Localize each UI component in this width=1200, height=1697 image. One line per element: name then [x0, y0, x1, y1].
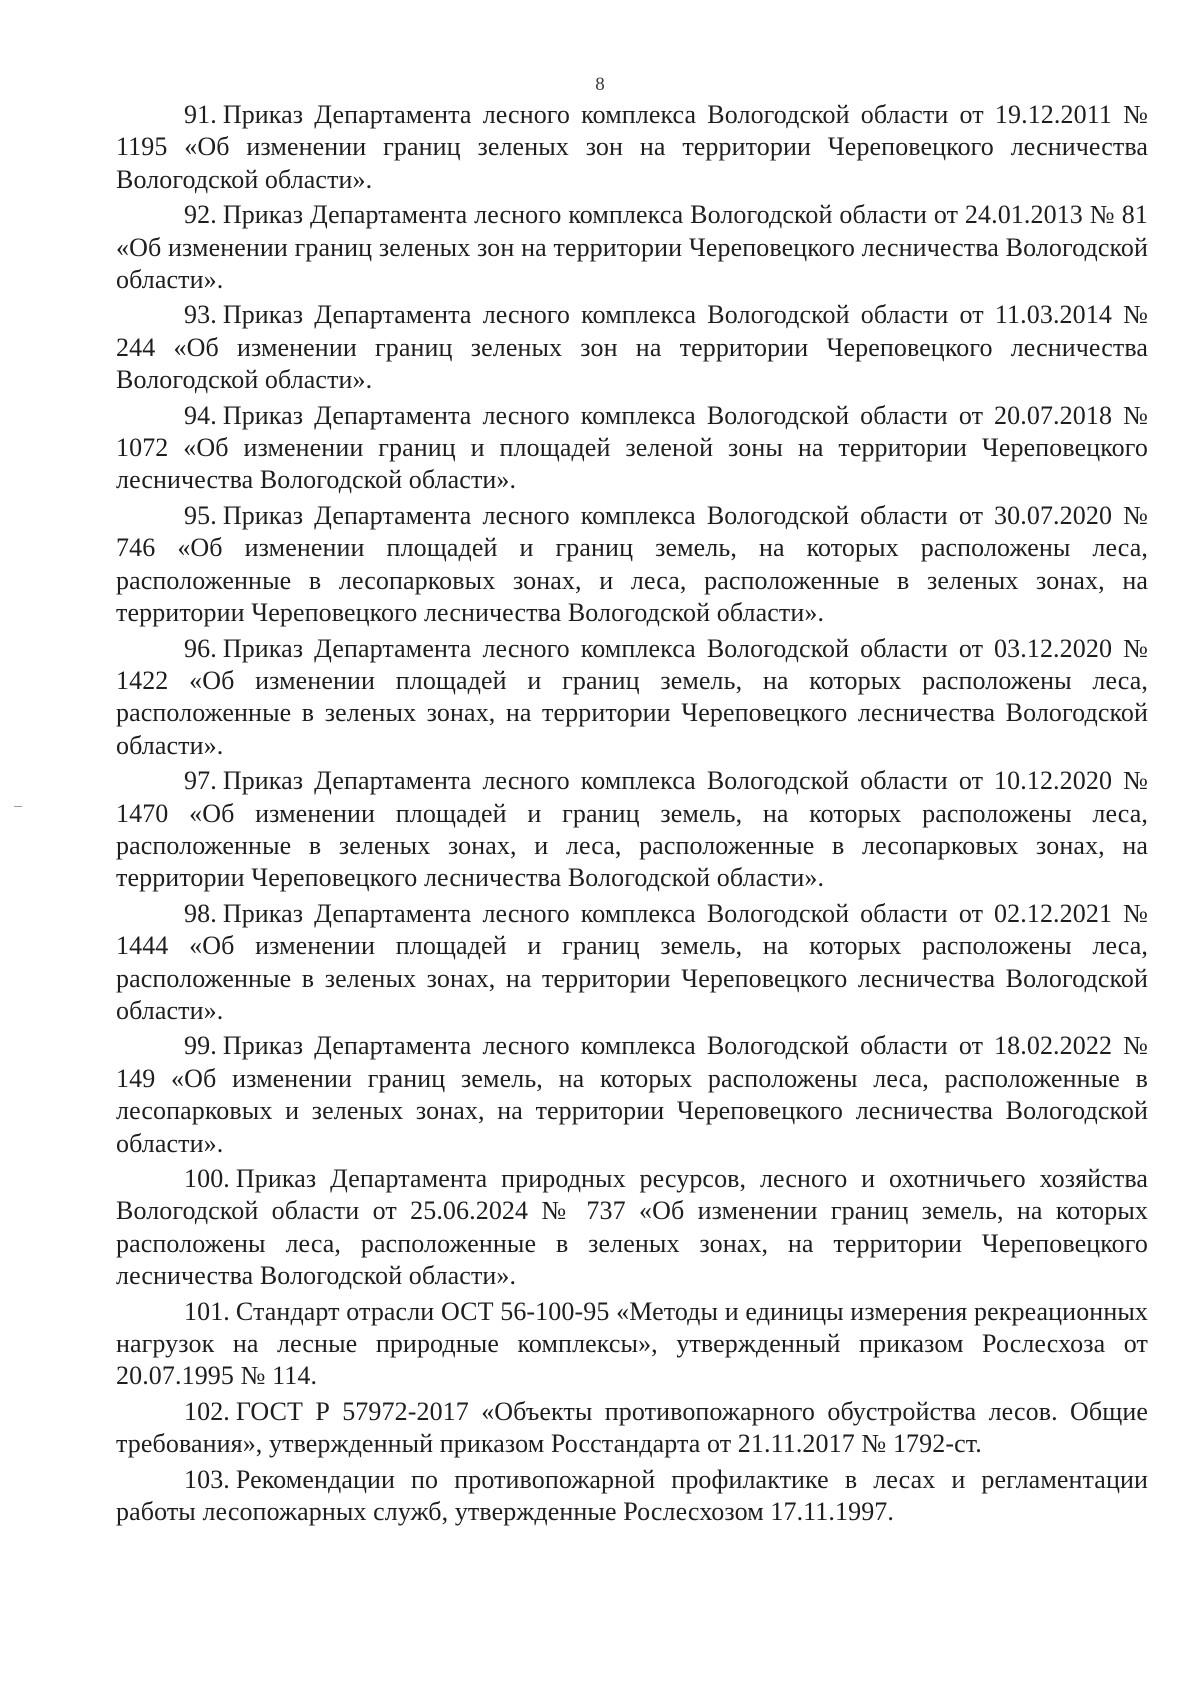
item-number: 100. [184, 1164, 230, 1193]
item-number: 97. [184, 766, 217, 796]
item-text: Рекомендации по противопожарной профилактике в лесах и регламентации работы лесопожарных служб, утвержденные Рослесхозом 17.11.1997. [116, 1464, 1148, 1527]
list-item [116, 1296, 1148, 1393]
item-text: Приказ Департамента лесного комплекса Вологодской области от 24.01.2013 № 81 «Об изменении границ зеленых зон на территории Череповецкого лесничества Вологодской области». [116, 200, 1148, 295]
item-text: Приказ Департамента лесного комплекса Вологодской области от 10.12.2020 № 1470 «Об изменении площадей и границ земель, на которых расположены леса, расположенные в зеленых зонах, и леса, расположенные в лесопарковых зонах, на территории Череповецкого лесничества Вологодской области». [116, 766, 1148, 893]
list-item [116, 898, 1148, 1028]
list-item [116, 765, 1148, 895]
list-item [116, 400, 1148, 497]
item-text: Приказ Департамента лесного комплекса Вологодской области от 30.07.2020 № 746 «Об изменении площадей и границ земель, на которых расположены леса, расположенные в лесопарковых зонах, и леса, расположенные в зеленых зонах, на территории Череповецкого лесничества Вологодской области». [116, 500, 1148, 628]
item-number: 101. [184, 1296, 230, 1326]
list-item [116, 299, 1148, 396]
item-number: 91. [184, 100, 217, 129]
item-number: 96. [184, 633, 217, 663]
list-item [116, 500, 1148, 630]
item-number: 95. [184, 500, 217, 530]
reference-list [116, 99, 1148, 1531]
list-item [116, 1030, 1148, 1160]
item-text: Приказ Департамента лесного комплекса Вологодской области от 18.02.2022 № 149 «Об изменении границ земель, на которых расположены леса, расположенные в лесопарковых и зеленых зонах, на территории Череповецкого лесничества Вологодской области». [116, 1031, 1148, 1158]
list-item [116, 1464, 1148, 1529]
list-item [116, 633, 1148, 763]
item-number: 98. [184, 898, 217, 928]
page-number: 8 [595, 74, 605, 95]
item-number: 103. [184, 1464, 230, 1494]
item-number: 93. [184, 300, 217, 330]
item-number: 94. [184, 400, 217, 430]
item-number: 99. [184, 1031, 217, 1061]
item-text: Приказ Департамента природных ресурсов, лесного и охотничьего хозяйства Вологодской области от 25.06.2024 № 737 «Об изменении границ земель, на которых расположены леса, расположенные в зеленых зонах, на территории Череповецкого лесничества Вологодской области». [116, 1164, 1148, 1291]
list-item [116, 99, 1148, 196]
item-text: Приказ Департамента лесного комплекса Вологодской области от 19.12.2011 № 1195 «Об изменении границ зеленых зон на территории Череповецкого лесничества Вологодской области». [116, 100, 1148, 194]
item-number: 92. [184, 200, 217, 230]
list-item [116, 1163, 1148, 1293]
item-text: Приказ Департамента лесного комплекса Вологодской области от 20.07.2018 № 1072 «Об изменении границ и площадей зеленой зоны на территории Череповецкого лесничества Вологодской области». [116, 400, 1148, 495]
item-text: Приказ Департамента лесного комплекса Вологодской области от 03.12.2020 № 1422 «Об изменении площадей и границ земель, на которых расположены леса, расположенные в зеленых зонах, на территории Череповецкого лесничества Вологодской области». [116, 633, 1148, 760]
item-number: 102. [184, 1396, 230, 1426]
item-text: Приказ Департамента лесного комплекса Вологодской области от 02.12.2021 № 1444 «Об изменении площадей и границ земель, на которых расположены леса, расположенные в зеленых зонах, на территории Череповецкого лесничества Вологодской области». [116, 898, 1148, 1025]
list-item [116, 1396, 1148, 1461]
margin-mark [14, 806, 22, 807]
item-text: Приказ Департамента лесного комплекса Вологодской области от 11.03.2014 № 244 «Об изменении границ зеленых зон на территории Череповецкого лесничества Вологодской области». [116, 300, 1148, 395]
item-text: Стандарт отрасли ОСТ 56-100-95 «Методы и единицы измерения рекреационных нагрузок на лесные природные комплексы», утвержденный приказом Рослесхоза от 20.07.1995 № 114. [116, 1296, 1148, 1391]
list-item [116, 199, 1148, 296]
item-text: ГОСТ Р 57972-2017 «Объекты противопожарного обустройства лесов. Общие требования», утвержденный приказом Росстандарта от 21.11.2017 № 1792-ст. [116, 1396, 1148, 1459]
